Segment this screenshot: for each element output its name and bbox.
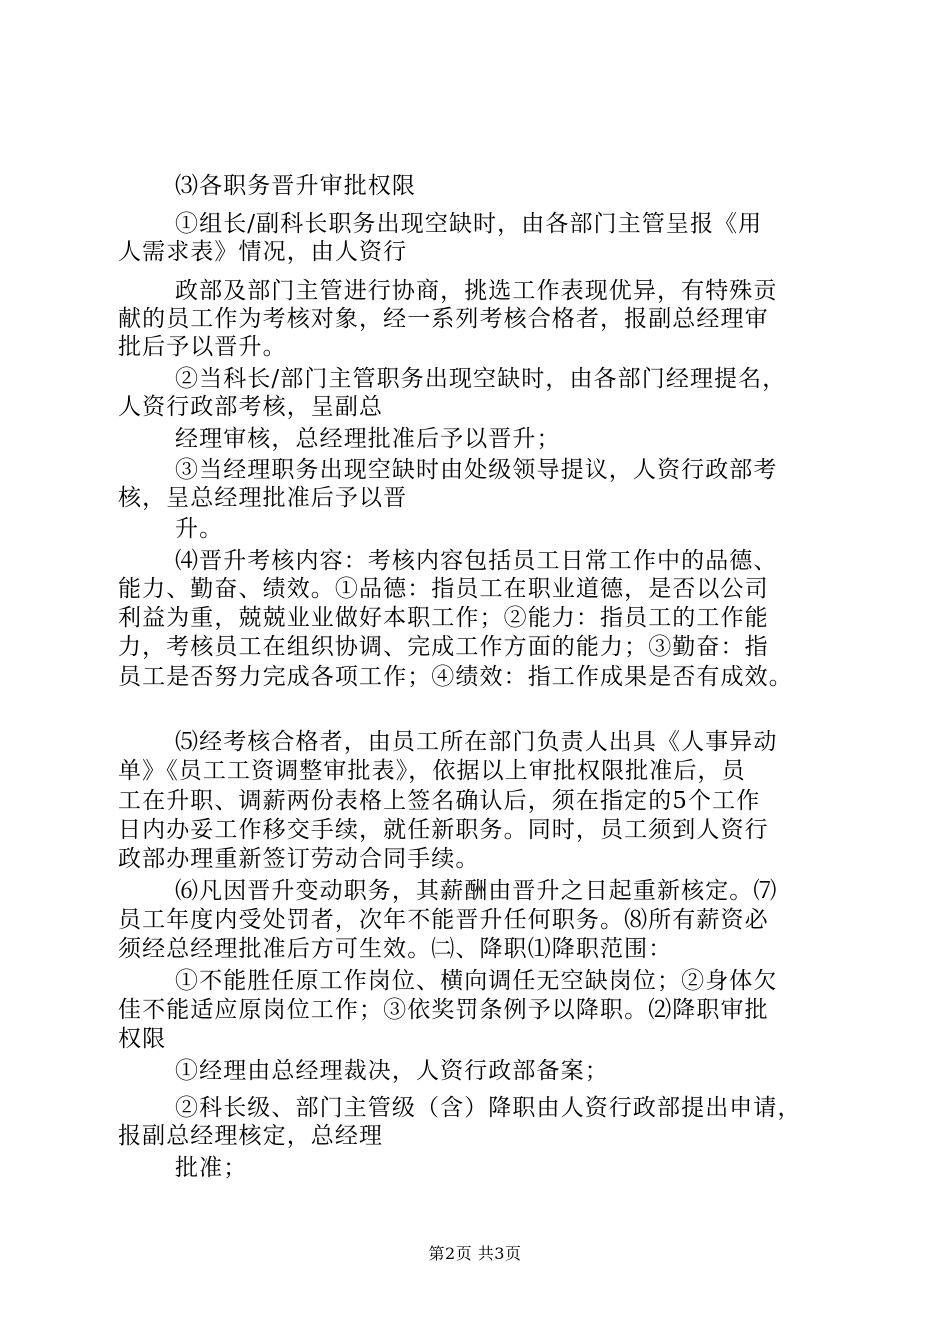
paragraph-line: ②科长级、部门主管级（含）降职由人资行政部提出申请， [175, 1095, 802, 1121]
paragraph-line: 经理审核，总经理批准后予以晋升； [175, 426, 561, 452]
page-number-footer: 第2页 共3页 [428, 1244, 522, 1263]
paragraph-line: 日内办妥工作移交手续，就任新职务。同时，员工须到人资行 [118, 817, 769, 843]
paragraph-line: 人资行政部考核，呈副总 [118, 394, 384, 420]
paragraph-line: 核，呈总经理批准后予以晋 [118, 485, 408, 511]
paragraph-line: ③当经理职务出现空缺时由处级领导提议，人资行政部考 [175, 457, 778, 483]
paragraph-line: 献的员工作为考核对象，经一系列考核合格者，报副总经理审 [118, 306, 769, 332]
paragraph-line: 利益为重，兢兢业业做好本职工作；②能力：指员工的工作能 [118, 605, 769, 631]
paragraph-line: 人需求表》情况，由人资行 [118, 239, 408, 265]
paragraph-line: ⑸经考核合格者，由员工所在部门负责人出具《人事异动 [175, 729, 778, 755]
paragraph-line: ⑹凡因晋升变动职务，其薪酬由晋升之日起重新核定。⑺ [175, 878, 778, 904]
paragraph-line: 政部及部门主管进行协商，挑选工作表现优异，有特殊贡 [175, 278, 778, 304]
paragraph-line: ①经理由总经理裁决，人资行政部备案； [175, 1058, 609, 1084]
paragraph-line: 单》《员工工资调整审批表》，依据以上审批权限批准后，员 [118, 758, 746, 784]
paragraph-line: 升。 [175, 516, 224, 542]
paragraph-line: 批后予以晋升。 [118, 334, 287, 360]
paragraph-line: ①不能胜任原工作岗位、横向调任无空缺岗位；②身体欠 [175, 968, 778, 994]
paragraph-line: ①组长/副科长职务出现空缺时，由各部门主管呈报《用 [175, 211, 763, 237]
paragraph-line: 须经总经理批准后方可生效。㈡、降职⑴降职范围： [118, 936, 673, 962]
paragraph-line: 报副总经理核定，总经理 [118, 1123, 384, 1149]
paragraph-line: 能力、勤奋、绩效。①品德：指员工在职业道德，是否以公司 [118, 576, 769, 602]
paragraph-line: ②当科长/部门主管职务出现空缺时，由各部门经理提名， [175, 366, 787, 392]
paragraph-line: 工在升职、调薪两份表格上签名确认后，须在指定的5个工作 [118, 788, 761, 814]
paragraph-line: ⑶各职务晋升审批权限 [175, 173, 416, 199]
paragraph-line: 政部办理重新签订劳动合同手续。 [118, 846, 480, 872]
paragraph-line: 员工年度内受处罚者，次年不能晋升任何职务。⑻所有薪资必 [118, 907, 769, 933]
paragraph-line: 批准； [175, 1155, 248, 1181]
paragraph-line: 员工是否努力完成各项工作；④绩效：指工作成果是否有成效。 [118, 664, 793, 690]
paragraph-line: 佳不能适应原岗位工作；③依奖罚条例予以降职。⑵降职审批 [118, 997, 769, 1023]
paragraph-line: 权限 [118, 1026, 167, 1052]
paragraph-line: ⑷晋升考核内容：考核内容包括员工日常工作中的品德、 [175, 548, 778, 574]
paragraph-line: 力，考核员工在组织协调、完成工作方面的能力；③勤奋：指 [118, 634, 769, 660]
